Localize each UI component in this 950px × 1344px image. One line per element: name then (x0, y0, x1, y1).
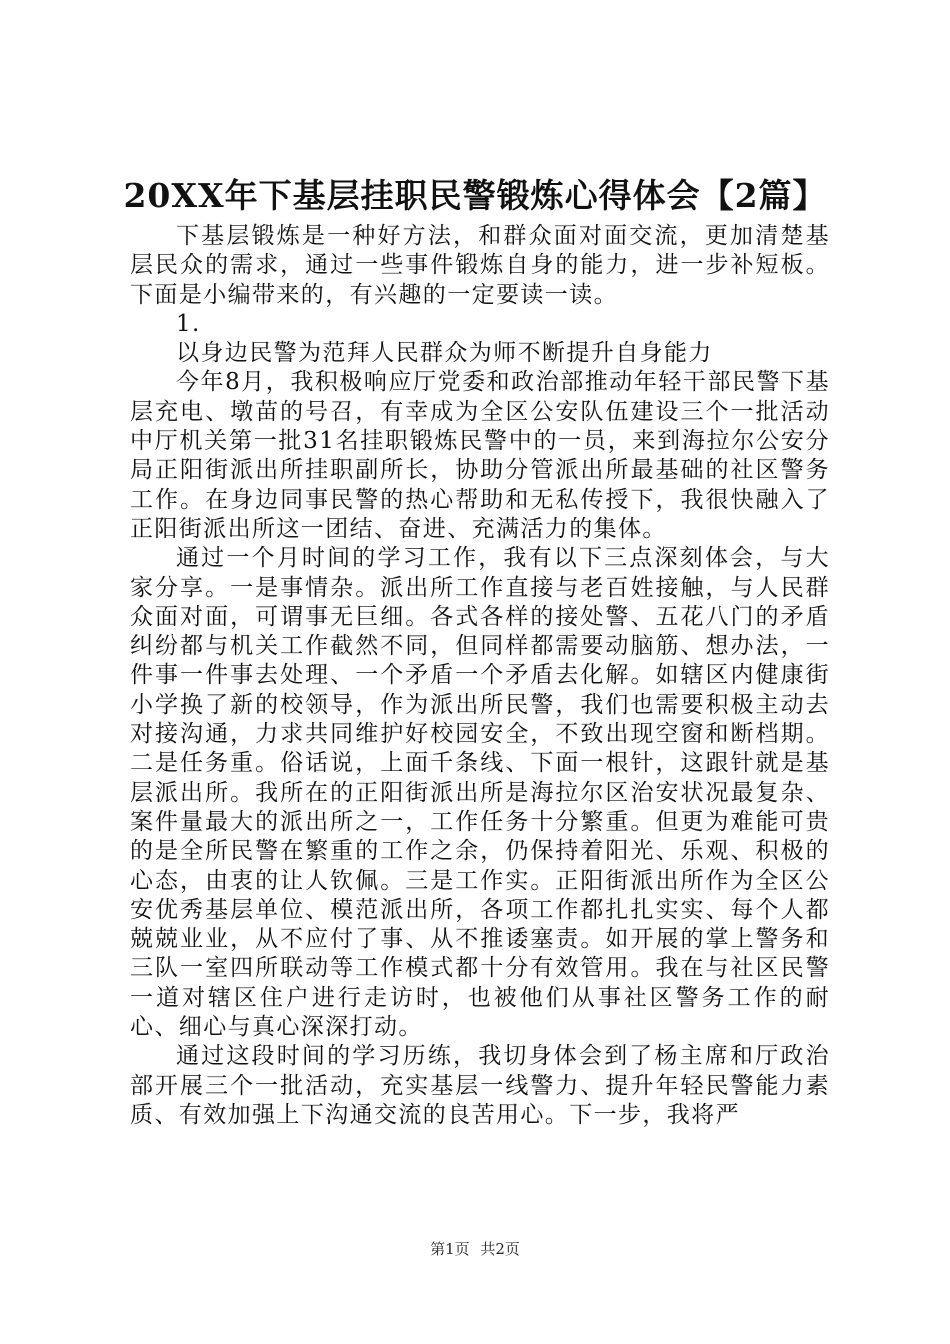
page-total: 共2页 (480, 1240, 520, 1258)
section-number: 1. (176, 310, 201, 337)
body-paragraph: 通过一个月时间的学习工作，我有以下三点深刻体会，与大家分享。一是事情杂。派出所工作直接与老百姓接触，与人民群众面对面，可谓事无巨细。各式各样的接处警、五花八门的矛盾纠纷都与机关工作截然不同，但同样都需要动脑筋、想办法，一件事一件事去处理、一个矛盾一个矛盾去化解。如辖区内健康街小学换了新的校领导，作为派出所民警，我们也需要积极主动去对接沟通，力求共同维护好校园安全，不致出现空窗和断档期。二是任务重。俗话说，上面千条线、下面一根针，这跟针就是基层派出所。我所在的正阳街派出所是海拉尔区治安状况最复杂、案件量最大的派出所之一，工作任务十分繁重。但更为难能可贵的是全所民警在繁重的工作之余，仍保持着阳光、乐观、积极的心态，由衷的让人钦佩。三是工作实。正阳街派出所作为全区公安优秀基层单位、模范派出所，各项工作都扎扎实实、每个人都兢兢业业，从不应付了事、从不推诿塞责。如开展的掌上警务和三队一室四所联动等工作模式都十分有效管用。我在与社区民警一道对辖区住户进行走访时，也被他们从事社区警务工作的耐心、细心与真心深深打动。 (130, 545, 830, 1041)
body-paragraph: 通过这段时间的学习历练，我切身体会到了杨主席和厅政治部开展三个一批活动，充实基层一线警力、提升年轻民警能力素质、有效加强上下沟通交流的良苦用心。下一步，我将严 (130, 1043, 830, 1128)
document-title: 20XX年下基层挂职民警锻炼心得体会【2篇】 (123, 176, 827, 215)
intro-paragraph: 下基层锻炼是一种好方法，和群众面对面交流，更加清楚基层民众的需求，通过一些事件锻炼自身的能力，进一步补短板。下面是小编带来的，有兴趣的一定要读一读。 (130, 223, 830, 308)
section-heading: 以身边民警为范拜人民群众为师不断提升自身能力 (176, 340, 713, 367)
page-number: 第1页 (430, 1240, 470, 1258)
document-body (130, 222, 830, 1130)
page-footer (0, 1239, 950, 1259)
body-paragraph: 今年8月，我积极响应厅党委和政治部推动年轻干部民警下基层充电、墩苗的号召，有幸成为全区公安队伍建设三个一批活动中厅机关第一批31名挂职锻炼民警中的一员，来到海拉尔公安分局正阳街派出所挂职副所长，协助分管派出所最基础的社区警务工作。在身边同事民警的热心帮助和无私传授下，我很快融入了正阳街派出所这一团结、奋进、充满活力的集体。 (130, 369, 830, 542)
